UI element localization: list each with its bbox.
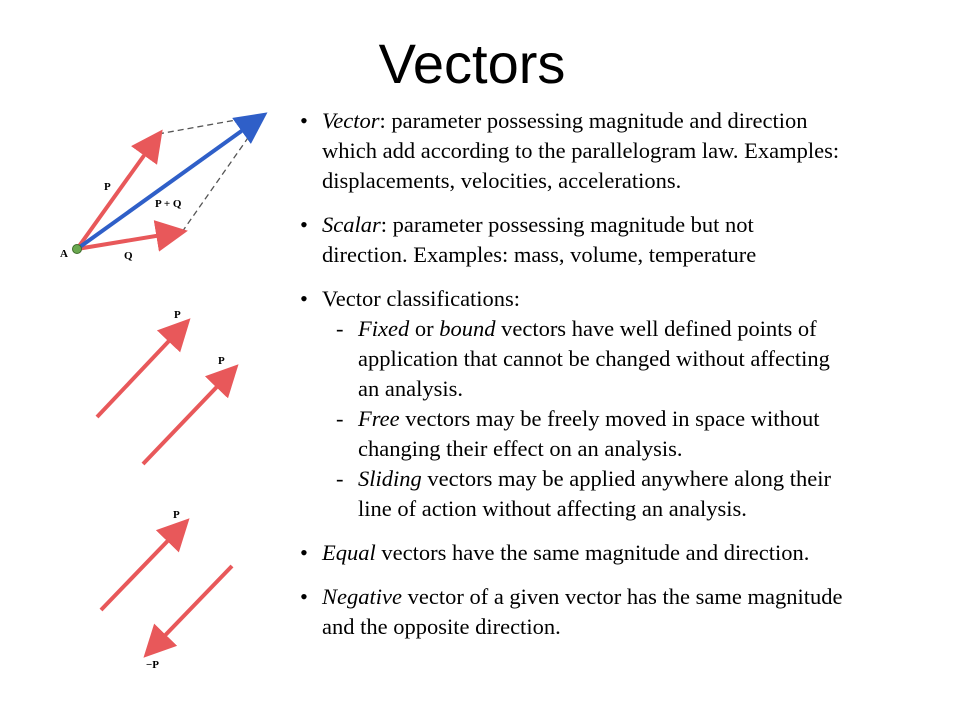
label-q: Q (124, 250, 133, 262)
term-sliding: Sliding (358, 466, 422, 491)
vector-neg-p (149, 566, 232, 652)
negative-def-line2: and the opposite direction. (322, 614, 561, 639)
fixed-line3: an analysis. (358, 376, 463, 401)
sliding-line1: vectors may be applied anywhere along their (421, 466, 831, 491)
vector-def-line3: displacements, velocities, accelerations. (322, 168, 682, 193)
free-label-1: P (174, 309, 181, 321)
free-line2: changing their effect on an analysis. (358, 436, 683, 461)
scalar-def-line2: direction. Examples: mass, volume, temperature (322, 242, 757, 267)
fixed-or: or (409, 316, 440, 341)
dashed-side-right (182, 115, 264, 232)
dash-marker: - (336, 466, 344, 491)
term-vector: Vector (322, 108, 380, 133)
origin-point (73, 245, 82, 254)
free-label-2: P (218, 355, 225, 367)
fixed-line1: vectors have well defined points of (495, 316, 817, 341)
scalar-def-line1: : parameter possessing magnitude but not (380, 212, 754, 237)
vector-p-up (101, 524, 184, 610)
fixed-line2: application that cannot be changed without affecting (358, 346, 830, 371)
term-scalar: Scalar (322, 212, 381, 237)
vector-p-arrow (77, 136, 158, 249)
equal-def: vectors have the same magnitude and direction. (375, 540, 810, 565)
vector-q-arrow (77, 232, 180, 249)
negative-def-line1: vector of a given vector has the same magnitude (401, 584, 843, 609)
slide-title: Vectors (378, 32, 566, 95)
label-sum: P + Q (155, 198, 182, 210)
dash-marker: - (336, 406, 344, 431)
term-negative: Negative (322, 584, 402, 609)
free-vector-2 (143, 370, 233, 464)
dash-marker: - (336, 316, 344, 341)
label-origin: A (60, 248, 68, 260)
neg-fig-label-neg: −P (146, 659, 159, 671)
bullet-vector (300, 106, 950, 196)
term-fixed: Fixed (358, 316, 410, 341)
sub-sliding (300, 464, 950, 524)
term-free: Free (358, 406, 400, 431)
negative-vector-figure (101, 509, 232, 671)
bullet-classifications (300, 284, 950, 314)
sub-fixed (300, 314, 950, 404)
label-p: P (104, 181, 111, 193)
sub-free (300, 404, 950, 464)
vector-def-line1: : parameter possessing magnitude and direction (379, 108, 808, 133)
bullet-negative (300, 582, 950, 642)
classifications-heading: • Vector classifications: (322, 286, 521, 311)
free-vector-1 (97, 324, 185, 417)
parallelogram-figure (60, 115, 264, 262)
vector-def-line2: which add according to the parallelogram law. Examples: (322, 138, 840, 163)
free-line1: vectors may be freely moved in space without (399, 406, 820, 431)
vector-figures (0, 0, 290, 720)
bullet-scalar (300, 210, 950, 270)
neg-fig-label-p: P (173, 509, 180, 521)
bullet-list (300, 106, 950, 642)
sliding-line2: line of action without affecting an analysis. (358, 496, 747, 521)
free-vectors-figure (97, 309, 233, 464)
term-bound: bound (439, 316, 496, 341)
term-equal: Equal (322, 540, 376, 565)
bullet-equal (300, 538, 950, 568)
